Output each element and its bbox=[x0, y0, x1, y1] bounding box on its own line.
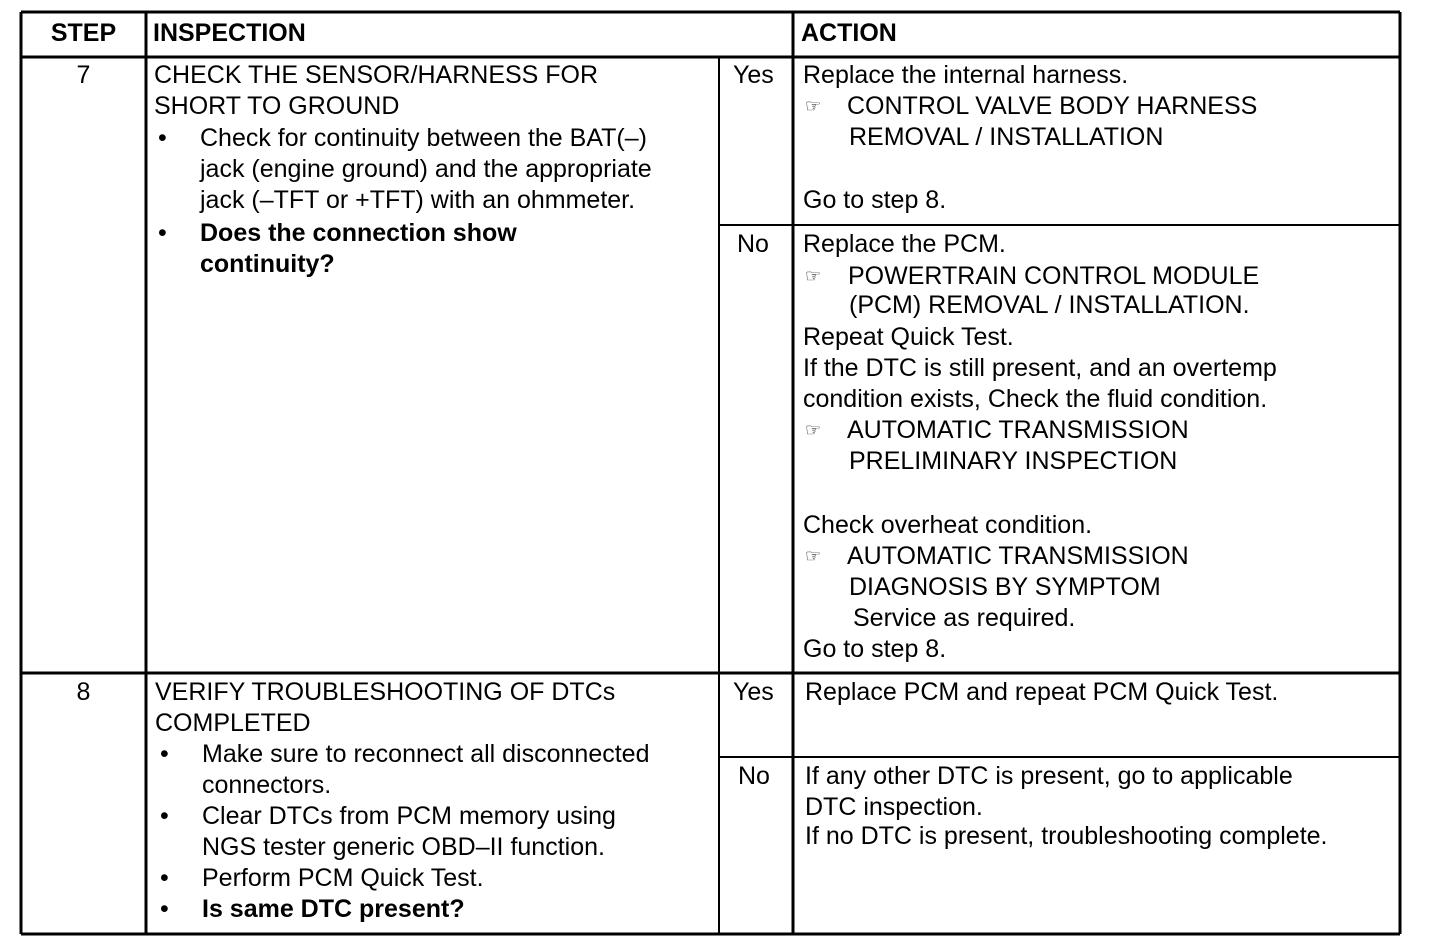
bullet-icon: • bbox=[160, 740, 169, 768]
action-text: If any other DTC is present, go to applicable bbox=[805, 762, 1293, 790]
no-label: No bbox=[738, 762, 770, 790]
inspection-bullet-text: jack (engine ground) and the appropriate bbox=[200, 155, 652, 183]
action-text: Repeat Quick Test. bbox=[803, 323, 1014, 351]
action-text: condition exists, Check the fluid condition. bbox=[803, 385, 1268, 413]
action-text: Check overheat condition. bbox=[803, 511, 1093, 539]
bullet-icon: • bbox=[160, 864, 169, 892]
step-number-8: 8 bbox=[76, 678, 91, 706]
inspection-question: Does the connection show bbox=[200, 219, 517, 247]
action-text: Service as required. bbox=[853, 604, 1076, 632]
inspection-bullet-text: Perform PCM Quick Test. bbox=[202, 864, 484, 892]
reference-pointer-icon: ☞ bbox=[805, 96, 822, 116]
action-text: Replace the internal harness. bbox=[803, 61, 1129, 89]
yes-label: Yes bbox=[733, 61, 774, 89]
inspection-title-line2: SHORT TO GROUND bbox=[154, 92, 400, 120]
action-reference: REMOVAL / INSTALLATION bbox=[849, 123, 1164, 151]
bullet-icon: • bbox=[160, 895, 169, 923]
inspection-question: continuity? bbox=[200, 250, 335, 278]
inspection-bullet-text: NGS tester generic OBD–II function. bbox=[202, 833, 605, 861]
action-text: DTC inspection. bbox=[805, 793, 983, 821]
bullet-icon: • bbox=[158, 124, 167, 152]
action-text: If the DTC is still present, and an overtemp bbox=[803, 354, 1277, 382]
reference-pointer-icon: ☞ bbox=[805, 266, 822, 286]
action-reference: POWERTRAIN CONTROL MODULE bbox=[848, 262, 1260, 290]
inspection-bullet-text: Make sure to reconnect all disconnected bbox=[202, 740, 650, 768]
inspection-bullet-text: jack (–TFT or +TFT) with an ohmmeter. bbox=[200, 186, 636, 214]
header-step: STEP bbox=[50, 19, 117, 47]
action-text: If no DTC is present, troubleshooting complete. bbox=[805, 822, 1328, 850]
action-text: Replace the PCM. bbox=[803, 230, 1006, 258]
inspection-bullet-text: connectors. bbox=[202, 771, 332, 799]
action-reference: PRELIMINARY INSPECTION bbox=[849, 447, 1178, 475]
header-action: ACTION bbox=[801, 19, 897, 47]
action-reference: AUTOMATIC TRANSMISSION bbox=[847, 542, 1189, 570]
inspection-title-line1: CHECK THE SENSOR/HARNESS FOR bbox=[154, 61, 599, 89]
inspection-question: Is same DTC present? bbox=[202, 895, 465, 923]
step-number-7: 7 bbox=[76, 61, 91, 89]
inspection-title-line2: COMPLETED bbox=[155, 709, 311, 737]
action-goto: Go to step 8. bbox=[803, 186, 947, 214]
reference-pointer-icon: ☞ bbox=[805, 420, 822, 440]
inspection-title-line1: VERIFY TROUBLESHOOTING OF DTCs bbox=[155, 678, 616, 706]
action-reference: CONTROL VALVE BODY HARNESS bbox=[847, 92, 1258, 120]
inspection-bullet-text: Clear DTCs from PCM memory using bbox=[202, 802, 616, 830]
action-text: Replace PCM and repeat PCM Quick Test. bbox=[805, 678, 1279, 706]
action-reference: (PCM) REMOVAL / INSTALLATION. bbox=[849, 291, 1250, 319]
inspection-bullet-text: Check for continuity between the BAT(–) bbox=[200, 124, 647, 152]
action-reference: DIAGNOSIS BY SYMPTOM bbox=[849, 573, 1161, 601]
bullet-icon: • bbox=[160, 802, 169, 830]
header-inspection: INSPECTION bbox=[153, 19, 306, 47]
no-label: No bbox=[737, 230, 769, 258]
reference-pointer-icon: ☞ bbox=[805, 546, 822, 566]
yes-label: Yes bbox=[733, 678, 774, 706]
action-reference: AUTOMATIC TRANSMISSION bbox=[847, 416, 1189, 444]
action-goto: Go to step 8. bbox=[803, 635, 947, 663]
bullet-icon: • bbox=[158, 219, 167, 247]
